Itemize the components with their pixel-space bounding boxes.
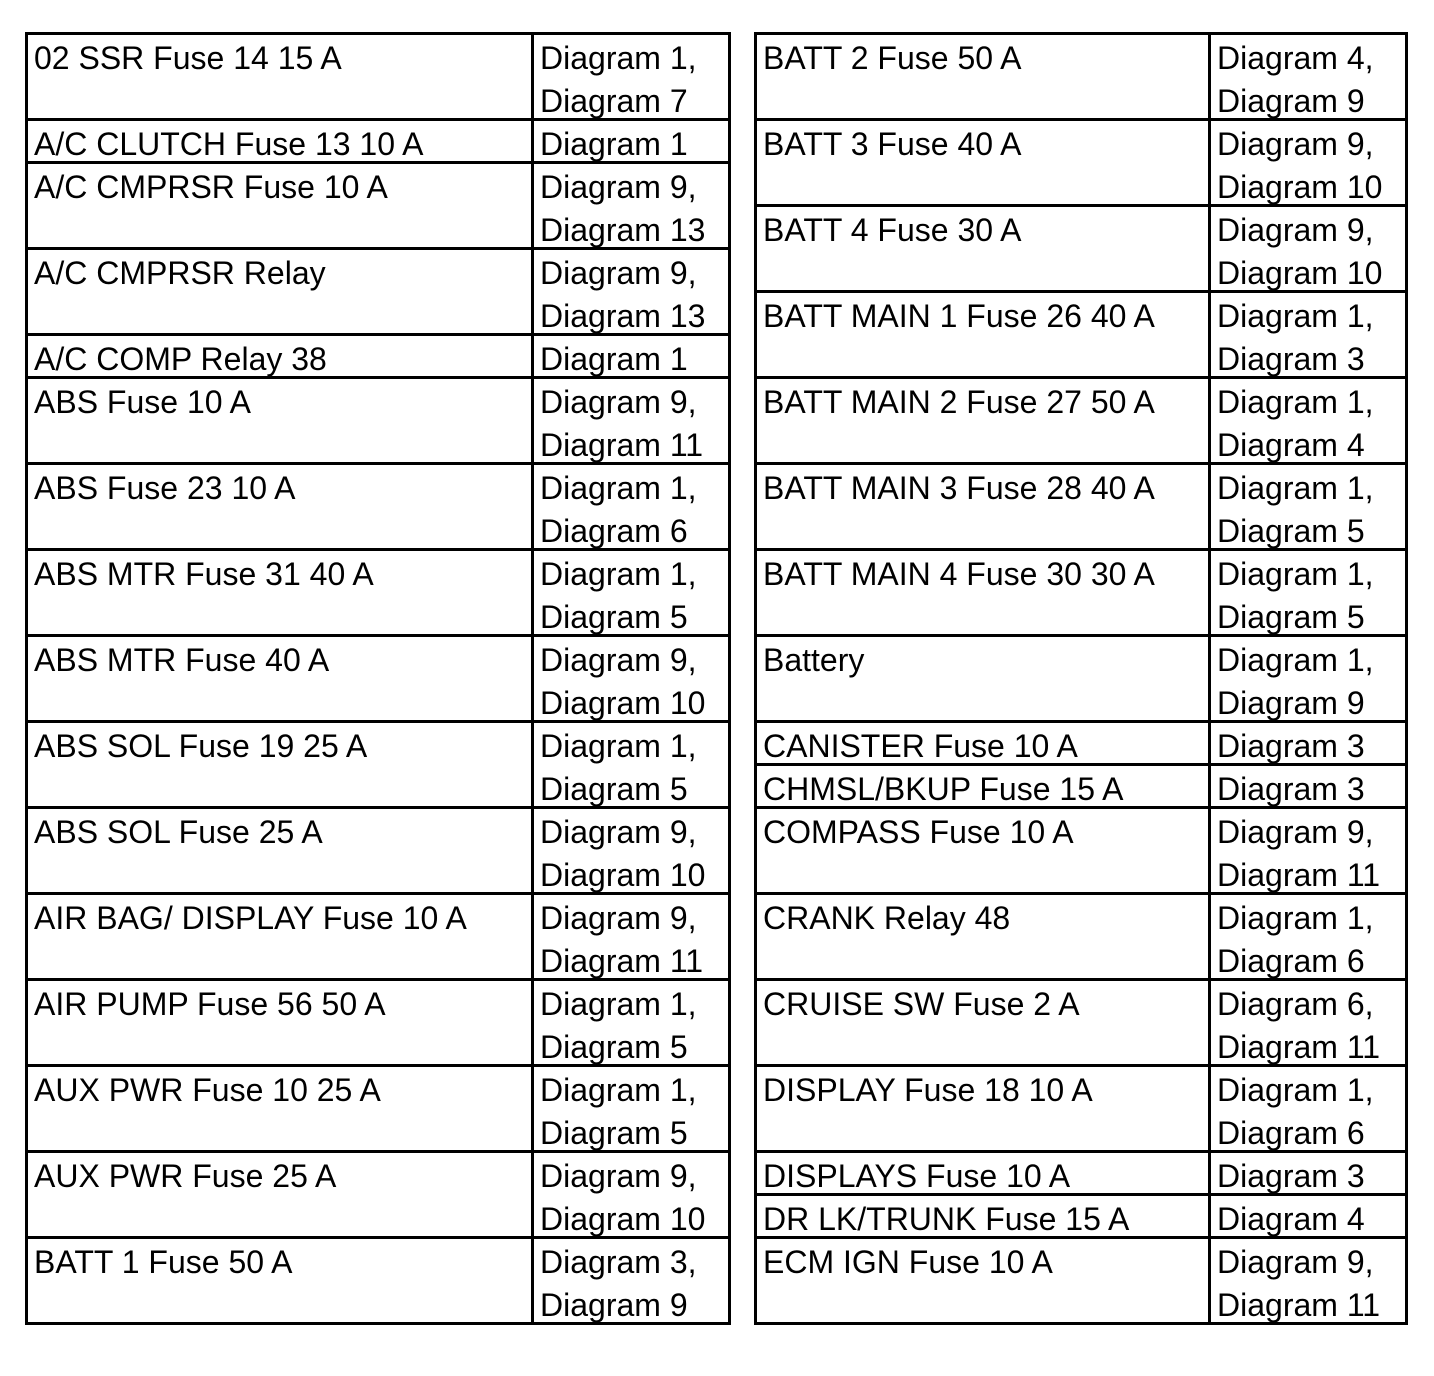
table-row [28, 379, 728, 465]
left-index-table [25, 32, 731, 1325]
component-name: ABS Fuse 23 10 A [28, 465, 534, 548]
component-name: DR LK/TRUNK Fuse 15 A [757, 1196, 1211, 1236]
table-row [757, 766, 1405, 809]
component-name: BATT MAIN 3 Fuse 28 40 A [757, 465, 1211, 548]
component-name: DISPLAY Fuse 18 10 A [757, 1067, 1211, 1150]
component-name: AUX PWR Fuse 10 25 A [28, 1067, 534, 1150]
table-row [28, 895, 728, 981]
component-name: BATT 3 Fuse 40 A [757, 121, 1211, 204]
table-row [757, 1196, 1405, 1239]
diagram-reference: Diagram 1, Diagram 5 [540, 728, 697, 806]
component-name: DISPLAYS Fuse 10 A [757, 1153, 1211, 1193]
table-row [757, 1153, 1405, 1196]
diagram-reference: Diagram 1, Diagram 5 [540, 556, 697, 634]
diagram-reference: Diagram 1 [540, 126, 688, 161]
table-row [757, 895, 1405, 981]
component-name: BATT 1 Fuse 50 A [28, 1239, 534, 1325]
table-row [757, 35, 1405, 121]
component-name: AUX PWR Fuse 25 A [28, 1153, 534, 1236]
component-name: BATT MAIN 2 Fuse 27 50 A [757, 379, 1211, 462]
diagram-reference: Diagram 9, Diagram 10 [1217, 126, 1383, 204]
diagram-reference: Diagram 1, Diagram 5 [1217, 470, 1374, 548]
component-name: COMPASS Fuse 10 A [757, 809, 1211, 892]
table-row [757, 379, 1405, 465]
component-name: Battery [757, 637, 1211, 720]
diagram-reference: Diagram 1, Diagram 7 [540, 40, 697, 118]
component-name: ABS SOL Fuse 25 A [28, 809, 534, 892]
diagram-reference: Diagram 9, Diagram 10 [540, 642, 706, 720]
component-name: ABS Fuse 10 A [28, 379, 534, 462]
diagram-reference: Diagram 3 [1217, 771, 1365, 806]
table-row [28, 1239, 728, 1325]
table-row [28, 35, 728, 121]
table-row [28, 1153, 728, 1239]
table-row [28, 723, 728, 809]
component-name: A/C CLUTCH Fuse 13 10 A [28, 121, 534, 161]
component-name: ECM IGN Fuse 10 A [757, 1239, 1211, 1325]
component-name: ABS SOL Fuse 19 25 A [28, 723, 534, 806]
component-name: CANISTER Fuse 10 A [757, 723, 1211, 763]
component-name: BATT MAIN 1 Fuse 26 40 A [757, 293, 1211, 376]
table-row [28, 121, 728, 164]
table-row [757, 981, 1405, 1067]
diagram-reference: Diagram 3, Diagram 9 [540, 1244, 697, 1323]
diagram-reference: Diagram 3 [1217, 1158, 1365, 1193]
diagram-reference: Diagram 9, Diagram 10 [540, 1158, 706, 1236]
table-row [28, 250, 728, 336]
diagram-reference: Diagram 9, Diagram 13 [540, 255, 706, 333]
table-row [28, 809, 728, 895]
diagram-reference: Diagram 9, Diagram 11 [540, 900, 704, 978]
table-row [757, 465, 1405, 551]
diagram-reference: Diagram 1, Diagram 3 [1217, 298, 1374, 376]
table-row [28, 637, 728, 723]
table-row [28, 164, 728, 250]
diagram-reference: Diagram 1, Diagram 5 [540, 986, 697, 1064]
component-name: BATT 2 Fuse 50 A [757, 35, 1211, 118]
table-row [28, 465, 728, 551]
diagram-reference: Diagram 9, Diagram 10 [1217, 212, 1383, 290]
diagram-reference: Diagram 1, Diagram 6 [1217, 900, 1374, 978]
table-row [757, 1067, 1405, 1153]
diagram-reference: Diagram 4, Diagram 9 [1217, 40, 1374, 118]
diagram-reference: Diagram 1, Diagram 6 [1217, 1072, 1374, 1150]
diagram-reference: Diagram 1, Diagram 5 [540, 1072, 697, 1150]
table-row [28, 551, 728, 637]
table-row [757, 551, 1405, 637]
diagram-reference: Diagram 3 [1217, 728, 1365, 763]
component-name: CHMSL/BKUP Fuse 15 A [757, 766, 1211, 806]
component-name: ABS MTR Fuse 31 40 A [28, 551, 534, 634]
table-row [757, 1239, 1405, 1325]
component-name: CRANK Relay 48 [757, 895, 1211, 978]
diagram-reference: Diagram 9, Diagram 13 [540, 169, 706, 247]
diagram-reference: Diagram 4 [1217, 1201, 1365, 1236]
component-name: A/C COMP Relay 38 [28, 336, 534, 376]
component-name: AIR BAG/ DISPLAY Fuse 10 A [28, 895, 534, 978]
diagram-reference: Diagram 1, Diagram 9 [1217, 642, 1374, 720]
diagram-reference: Diagram 6, Diagram 11 [1217, 986, 1381, 1064]
right-index-table [754, 32, 1408, 1325]
component-name: A/C CMPRSR Relay [28, 250, 534, 333]
diagram-reference: Diagram 9, Diagram 10 [540, 814, 706, 892]
diagram-reference: Diagram 1 [540, 341, 688, 376]
component-name: BATT 4 Fuse 30 A [757, 207, 1211, 290]
table-row [757, 293, 1405, 379]
table-row [28, 1067, 728, 1153]
diagram-reference: Diagram 1, Diagram 4 [1217, 384, 1374, 462]
component-name: ABS MTR Fuse 40 A [28, 637, 534, 720]
table-row [28, 981, 728, 1067]
component-name: 02 SSR Fuse 14 15 A [28, 35, 534, 118]
component-name: A/C CMPRSR Fuse 10 A [28, 164, 534, 247]
component-name: BATT MAIN 4 Fuse 30 30 A [757, 551, 1211, 634]
table-row [757, 637, 1405, 723]
table-row [757, 723, 1405, 766]
table-row [757, 809, 1405, 895]
component-name: CRUISE SW Fuse 2 A [757, 981, 1211, 1064]
component-name: AIR PUMP Fuse 56 50 A [28, 981, 534, 1064]
diagram-reference: Diagram 9, Diagram 11 [540, 384, 704, 462]
table-row [28, 336, 728, 379]
diagram-reference: Diagram 1, Diagram 6 [540, 470, 697, 548]
diagram-reference: Diagram 9, Diagram 11 [1217, 814, 1381, 892]
diagram-reference: Diagram 1, Diagram 5 [1217, 556, 1374, 634]
table-row [757, 207, 1405, 293]
table-row [757, 121, 1405, 207]
diagram-reference: Diagram 9, Diagram 11 [1217, 1244, 1381, 1323]
